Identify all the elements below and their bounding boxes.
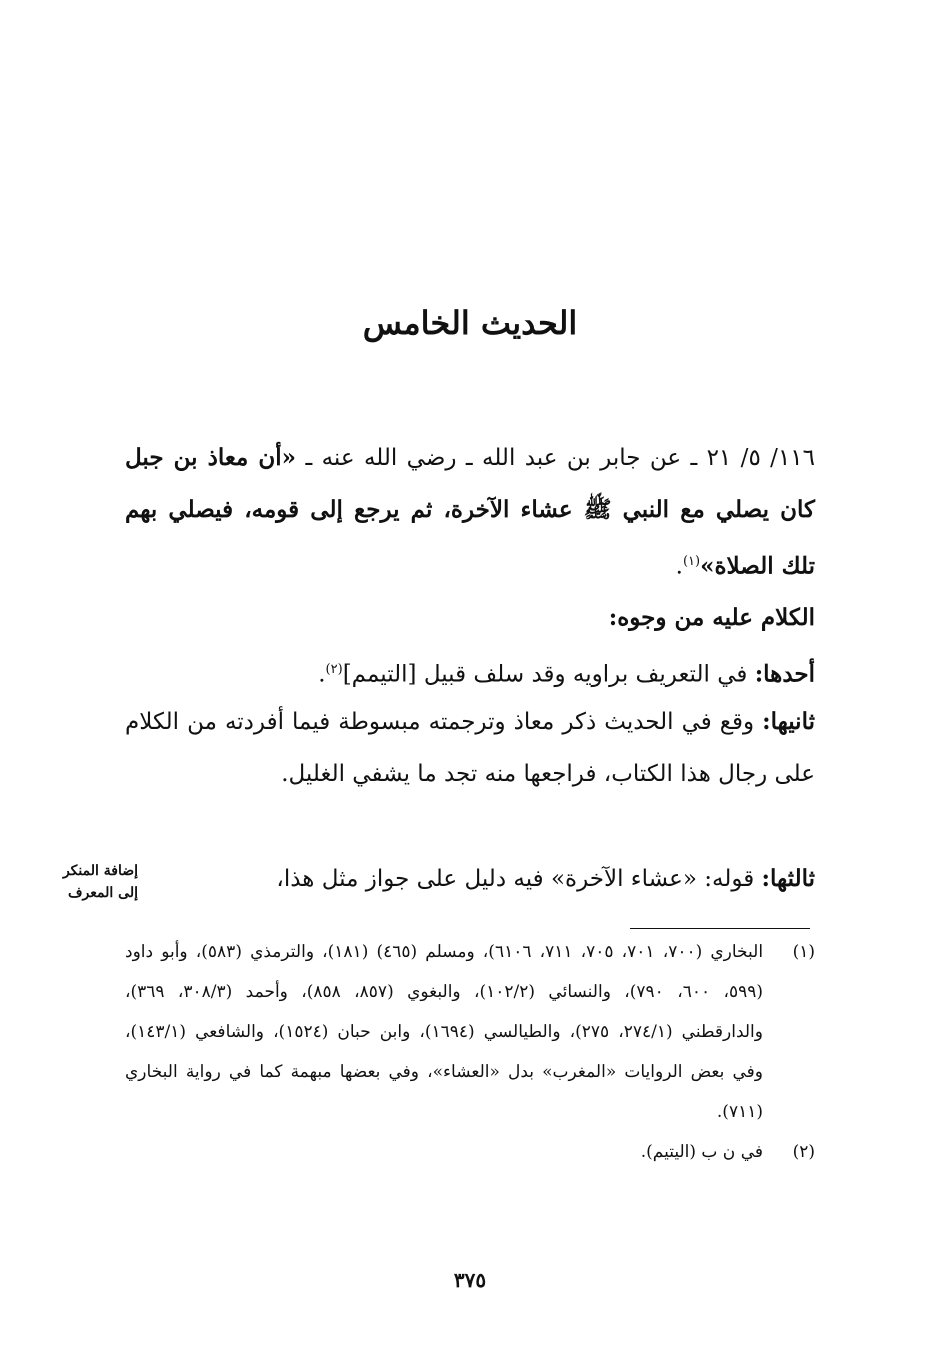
point-one-end: . [318,661,326,688]
margin-note-line-1: إضافة المنكر [62,863,138,879]
hadith-number: ١١٦/ ٥/ ٢١ [706,445,815,471]
page-number: ٣٧٥ [453,1268,487,1292]
hadith-paragraph [125,432,815,593]
margin-note-line-2: إلى المعرف [68,885,138,901]
hadith-end: . [675,553,683,580]
footnote-2-text: في ن ب (اليتيم). [640,1142,763,1162]
hadith-intro: ـ عن جابر بن عبد الله ـ رضي الله عنه ـ [296,445,707,471]
point-three-label: ثالثها: [761,865,815,892]
footnote-1 [125,932,815,1132]
footnote-1-number: (١) [792,942,815,962]
discussion-heading: الكلام عليه من وجوه: [608,604,815,631]
footnote-ref-2: (٢) [325,662,343,677]
point-two-label: ثانيها: [762,708,815,735]
section-title: الحديث الخامس [362,304,578,342]
point-one [125,644,815,701]
footnote-1-text: البخاري (٧٠٠، ٧٠١، ٧٠٥، ٧١١، ٦١٠٦)، ومسلم (٤٦٥) (١٨١)، والترمذي (٥٨٣)، وأبو داود (٥٩٩، ٦٠٠، ٧٩٠)، والنسائي (١٠٢/٢)، والبغوي (٨٥٧، ٨٥٨)، وأحمد (٣٠٨/٣، ٣٦٩)، والدارقطني (٢٧٤/١، ٢٧٥)، والطيالسي (١٦٩٤)، وابن حبان (١٥٢٤)، والشافعي (١٤٣/١)، وفي بعض الروايات «المغرب» بدل «العشاء»، وفي بعضها مبهمة كما في رواية البخاري (٧١١). [125,942,764,1122]
footnote-2 [125,1132,815,1172]
margin-note [40,860,138,904]
point-one-label: أحدها: [754,660,815,688]
footnotes [125,932,815,1172]
point-three-text: قوله: «عشاء الآخرة» فيه دليل على جواز مثل هذا، [276,866,762,892]
hadith-text: «أن معاذ بن جبل كان يصلي مع النبي ﷺ عشاء الآخرة، ثم يرجع إلى قومه، فيصلي بهم تلك الصلاة» [125,444,815,580]
point-one-text: في التعريف براويه وقد سلف قبيل [التيمم] [342,661,755,688]
footnote-ref-1: (١) [682,554,701,569]
footnote-separator [630,928,810,929]
point-two-text: وقع في الحديث ذكر معاذ وترجمته مبسوطة فيما أفردته من الكلام على رجال هذا الكتاب، فراجعها منه تجد ما يشفي الغليل. [125,709,815,787]
footnote-2-number: (٢) [792,1142,815,1162]
point-three [125,853,815,905]
point-two [125,696,815,800]
